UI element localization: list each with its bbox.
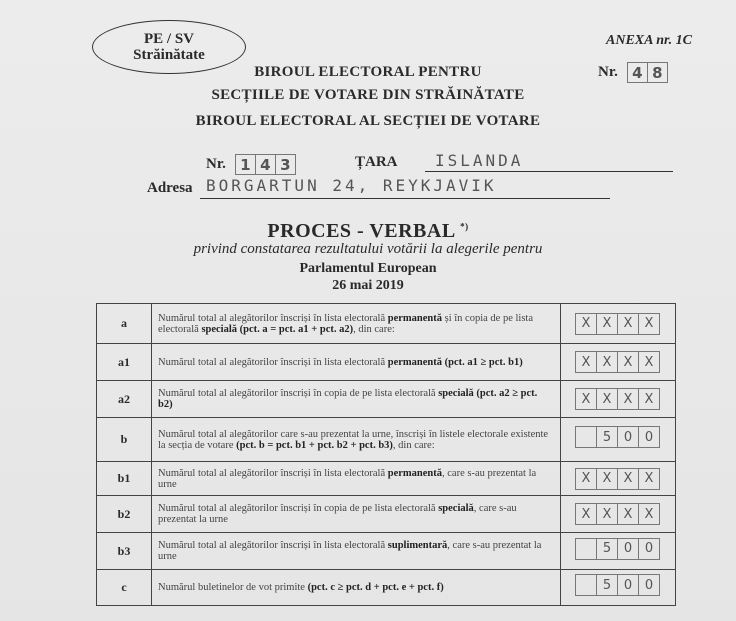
value-boxes (576, 313, 660, 335)
description-part: Numărul total al alegătorilor înscriși în lista electorală (158, 312, 388, 324)
row-value (561, 381, 676, 418)
section-number-boxes (236, 154, 296, 175)
digit-box: 3 (275, 154, 296, 175)
section-number (206, 154, 296, 175)
adresa-value: BORGARTUN 24, REYKJAVIK (206, 176, 497, 195)
table-row (97, 462, 676, 496)
table-row (97, 533, 676, 570)
value-digit-box: 0 (617, 538, 639, 560)
value-digit-box: 5 (596, 538, 618, 560)
row-description (152, 570, 561, 606)
value-digit-box: 0 (617, 426, 639, 448)
row-description (152, 344, 561, 381)
table-row (97, 570, 676, 606)
value-digit-box: X (617, 313, 639, 335)
description-part: Numărul total al alegătorilor înscriși în lista electorală (158, 467, 388, 479)
value-boxes (576, 503, 660, 525)
value-digit-box: X (617, 503, 639, 525)
description-part: , din care: (392, 439, 435, 451)
header-line1: BIROUL ELECTORAL PENTRU (254, 64, 482, 80)
description-part: Numărul total al alegătorilor înscriși în copia de pe lista electorală (158, 388, 439, 399)
value-digit-box: X (575, 313, 597, 335)
row-code: b (97, 418, 152, 462)
digit-box: 1 (235, 154, 256, 175)
description-part: specială (pct. a = pct. a1 + pct. a2) (201, 323, 354, 335)
value-boxes (576, 426, 660, 448)
row-code: a (97, 304, 152, 344)
value-digit-box (575, 574, 597, 596)
adresa-label: Adresa (147, 180, 193, 196)
tara-label: ȚARA (355, 154, 398, 170)
oval-line2: Străinătate (133, 47, 205, 63)
digit-box: 4 (627, 62, 648, 83)
value-boxes (576, 388, 660, 410)
description-part: , care s-au prezentat la urne (158, 540, 542, 562)
bureau-number (598, 62, 668, 83)
value-digit-box: X (617, 468, 639, 490)
description-part: Numărul total al alegătorilor înscriși în lista electorală (158, 356, 388, 368)
table-row (97, 496, 676, 533)
value-digit-box: X (638, 388, 660, 410)
value-digit-box: X (638, 313, 660, 335)
description-part: și în copia de pe lista electorală (158, 312, 533, 335)
description-part: specială (438, 503, 474, 514)
description-part: Numărul total al alegătorilor înscriși în copia de pe lista electorală (158, 503, 439, 514)
value-digit-box: X (638, 468, 660, 490)
row-value (561, 344, 676, 381)
value-digit-box: X (575, 503, 597, 525)
description-part: , care s-au prezentat la urne (158, 503, 517, 525)
election-name: Parlamentul European (299, 261, 437, 276)
results-table (96, 303, 676, 606)
description-part: (pct. c ≥ pct. d + pct. e + pct. f) (307, 582, 444, 593)
description-part: permanentă (387, 312, 443, 324)
row-value (561, 462, 676, 496)
digit-box: 4 (255, 154, 276, 175)
value-digit-box: X (617, 388, 639, 410)
row-description (152, 304, 561, 344)
oval-line1: PE / SV (143, 31, 194, 47)
description-part: Numărul total al alegătorilor care s-au prezentat la urne, înscriși în listele electorale existente la secția de votare (158, 428, 549, 451)
table-row (97, 344, 676, 381)
title-text: PROCES - VERBAL (267, 220, 455, 242)
bureau-number-boxes (628, 62, 668, 83)
row-code: a2 (97, 381, 152, 418)
value-digit-box: X (575, 351, 597, 373)
value-digit-box: 5 (596, 426, 618, 448)
value-digit-box: X (575, 468, 597, 490)
row-value (561, 570, 676, 606)
row-code: b1 (97, 462, 152, 496)
value-digit-box: X (575, 388, 597, 410)
row-code: b2 (97, 496, 152, 533)
table-row (97, 304, 676, 344)
description-part: Numărul total al alegătorilor înscriși în lista electorală (158, 540, 388, 551)
row-description (152, 533, 561, 570)
value-digit-box: X (638, 351, 660, 373)
tara-field (425, 151, 673, 172)
value-digit-box: 0 (617, 574, 639, 596)
value-digit-box: X (596, 313, 618, 335)
description-part: specială (pct. a2 ≥ pct. b2) (158, 388, 538, 410)
value-digit-box (575, 426, 597, 448)
description-part: , care s-au prezentat la urne (158, 467, 537, 490)
row-description (152, 381, 561, 418)
title-footnote-mark: *) (460, 221, 469, 232)
value-digit-box: X (596, 388, 618, 410)
value-boxes (576, 538, 660, 560)
value-digit-box: X (638, 503, 660, 525)
value-boxes (576, 574, 660, 596)
tara-value: ISLANDA (435, 151, 524, 170)
row-code: c (97, 570, 152, 606)
value-digit-box: 0 (638, 426, 660, 448)
value-digit-box (575, 538, 597, 560)
value-digit-box: 0 (638, 574, 660, 596)
row-value (561, 533, 676, 570)
row-code: a1 (97, 344, 152, 381)
row-value (561, 496, 676, 533)
header-line2: SECȚIILE DE VOTARE DIN STRĂINĂTATE (211, 87, 525, 103)
adresa-field (200, 176, 610, 199)
section-number-label: Nr. (206, 156, 226, 172)
anexa-label: ANEXA nr. 1C (606, 33, 692, 48)
row-description (152, 496, 561, 533)
value-boxes (576, 468, 660, 490)
description-part: (pct. b = pct. b1 + pct. b2 + pct. b3) (236, 439, 393, 451)
row-description (152, 462, 561, 496)
description-part: suplimentară (387, 540, 448, 551)
header-line3: BIROUL ELECTORAL AL SECȚIEI DE VOTARE (195, 113, 541, 129)
description-part: Numărul buletinelor de vot primite (158, 582, 308, 593)
value-digit-box: 5 (596, 574, 618, 596)
document-title (0, 220, 736, 243)
digit-box: 8 (647, 62, 668, 83)
description-part: permanentă (387, 467, 443, 479)
value-digit-box: X (596, 503, 618, 525)
row-value (561, 304, 676, 344)
election-date: 26 mai 2019 (332, 278, 404, 293)
row-value (561, 418, 676, 462)
value-digit-box: X (596, 351, 618, 373)
description-part: permanentă (pct. a1 ≥ pct. b1) (387, 356, 523, 368)
table-row (97, 381, 676, 418)
description-part: , din care: (353, 323, 395, 335)
value-digit-box: 0 (638, 538, 660, 560)
value-digit-box: X (596, 468, 618, 490)
row-description (152, 418, 561, 462)
table-row (97, 418, 676, 462)
row-code: b3 (97, 533, 152, 570)
value-boxes (576, 351, 660, 373)
bureau-number-label: Nr. (598, 64, 618, 80)
document-subtitle: privind constatarea rezultatului votării la alegerile pentru (193, 241, 543, 257)
value-digit-box: X (617, 351, 639, 373)
